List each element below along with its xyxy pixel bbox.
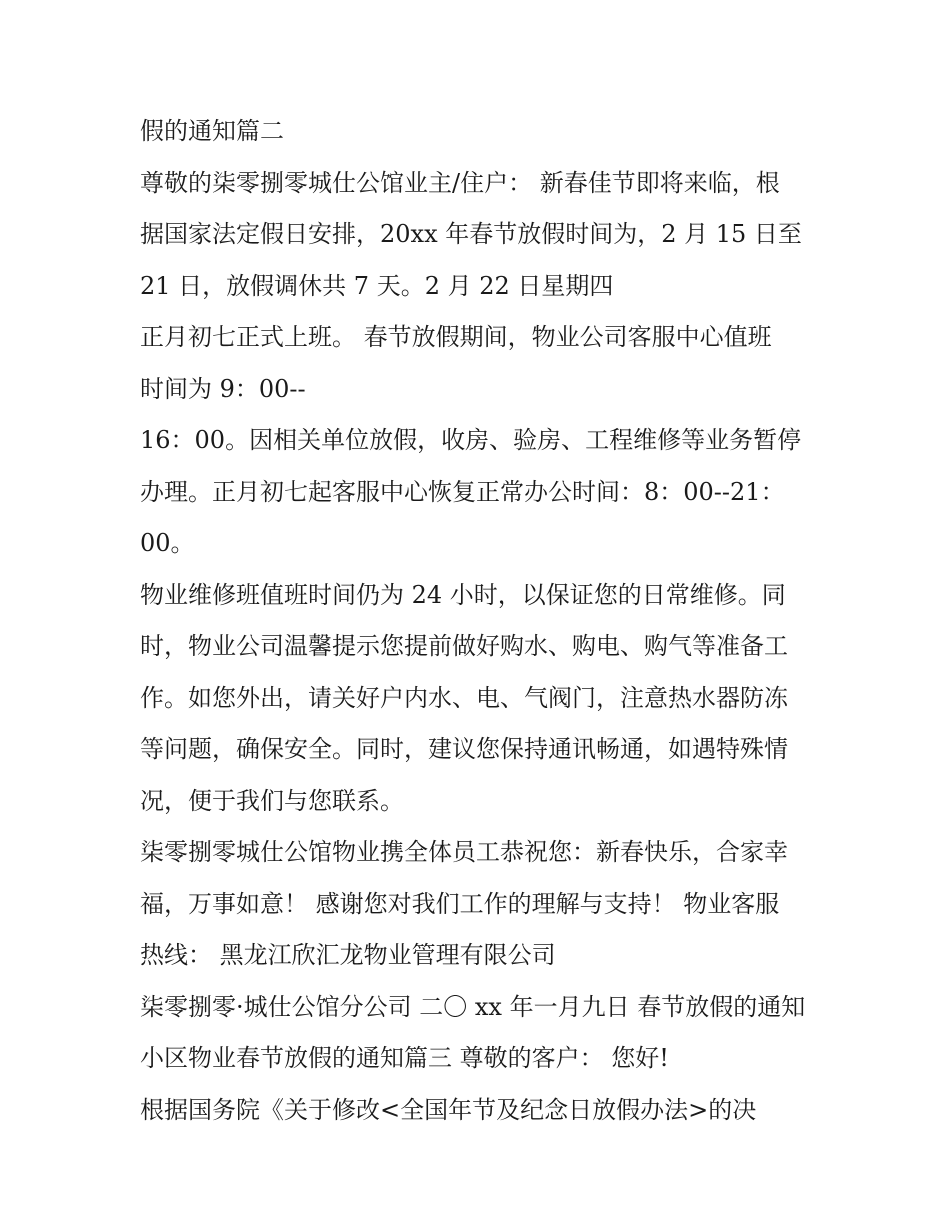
text-line: 作。如您外出，请关好户内水、电、气阀门，注意热水器防冻 <box>140 683 788 712</box>
text-line: 柒零捌零城仕公馆物业携全体员工恭祝您：新春快乐，合家幸 <box>140 838 788 866</box>
text-line: 尊敬的柒零捌零城仕公馆业主/住户： 新春佳节即将来临，根 <box>140 168 780 197</box>
text-line: 福，万事如意！ 感谢您对我们工作的理解与支持！ 物业客服 <box>140 889 780 918</box>
text-line: 况，便于我们与您联系。 <box>140 786 404 815</box>
text-line: 等问题，确保安全。同时，建议您保持通讯畅通，如遇特殊情 <box>140 735 788 763</box>
text-line: 假的通知篇二 <box>140 117 284 145</box>
text-line: 时间为 9：00-- <box>140 374 306 403</box>
document-body <box>140 106 820 1136</box>
text-line: 21 日，放假调休共 7 天。2 月 22 日星期四 <box>140 271 614 300</box>
text-line: 16：00。因相关单位放假，收房、验房、工程维修等业务暂停 <box>140 426 802 454</box>
text-line: 正月初七正式上班。 春节放假期间，物业公司客服中心值班 <box>140 323 772 351</box>
text-line: 办理。正月初七起客服中心恢复正常办公时间：8：00--21： <box>140 477 785 506</box>
text-line: 物业维修班值班时间仍为 24 小时，以保证您的日常维修。同 <box>140 580 786 609</box>
text-line: 时，物业公司温馨提示您提前做好购水、购电、购气等准备工 <box>140 632 788 660</box>
text-line: 据国家法定假日安排，20xx 年春节放假时间为，2 月 15 日至 <box>140 220 802 248</box>
text-line: 根据国务院《关于修改<全国年节及纪念日放假办法>的决 <box>140 1095 757 1124</box>
text-line: 00。 <box>140 529 195 557</box>
text-line: 柒零捌零·城仕公馆分公司 二〇 xx 年一月九日 春节放假的通知 <box>140 992 806 1021</box>
text-line: 热线： 黑龙江欣汇龙物业管理有限公司 <box>140 941 556 969</box>
text-line: 小区物业春节放假的通知篇三 尊敬的客户： 您好! <box>140 1044 669 1072</box>
